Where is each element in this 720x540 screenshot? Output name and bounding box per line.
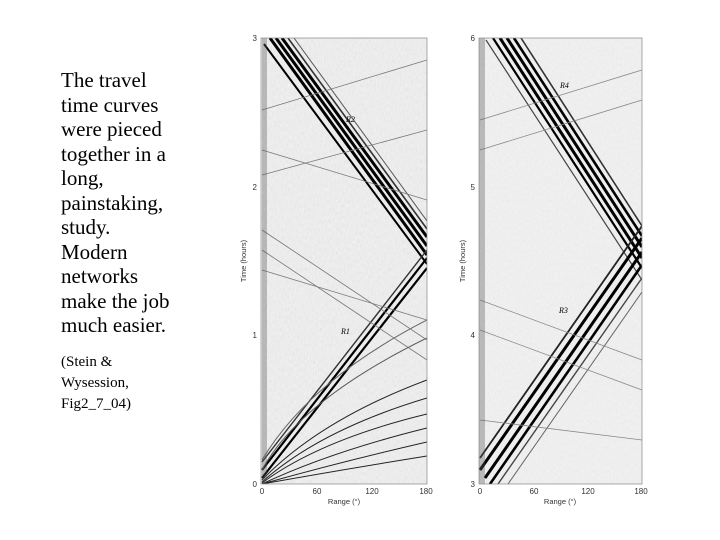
right-phase-label-r3: R3 xyxy=(559,306,568,315)
body-line: networks xyxy=(61,264,138,288)
right-x-axis xyxy=(478,487,648,506)
left-y-tick: 3 xyxy=(252,34,257,43)
right-y-tick: 3 xyxy=(470,480,475,489)
right-x-tick: 120 xyxy=(581,487,595,496)
body-line: Modern xyxy=(61,239,128,264)
left-y-axis xyxy=(239,34,258,489)
body-line: long, xyxy=(61,166,104,190)
left-y-axis-title: Time (hours) xyxy=(239,239,248,283)
right-y-tick: 6 xyxy=(470,34,475,43)
body-line: much easier. xyxy=(61,313,166,337)
left-phase-label-r2: R2 xyxy=(346,115,355,124)
right-y-axis xyxy=(458,34,476,489)
right-x-tick: 0 xyxy=(477,487,483,496)
left-x-tick: 0 xyxy=(259,487,265,496)
left-y-tick: 2 xyxy=(252,183,257,192)
body-line: study. xyxy=(61,215,111,239)
citation-line: Wysession, xyxy=(61,374,129,391)
left-phase-label-r1: R1 xyxy=(341,327,350,336)
citation-line: (Stein & xyxy=(61,353,113,370)
left-x-tick: 60 xyxy=(312,487,322,496)
left-y-tick: 1 xyxy=(252,331,257,340)
right-x-tick: 180 xyxy=(634,487,648,496)
right-y-tick: 5 xyxy=(470,183,475,192)
left-x-tick: 120 xyxy=(365,487,379,496)
body-line: make the job xyxy=(61,288,170,313)
left-noise-texture xyxy=(261,38,427,484)
citation-line: Fig2_7_04) xyxy=(61,395,132,412)
right-x-tick: 60 xyxy=(529,487,539,496)
right-seismogram-panel xyxy=(458,34,648,506)
right-y-tick: 4 xyxy=(470,331,475,340)
left-x-axis-title: Range (°) xyxy=(327,497,361,506)
body-line: together in a xyxy=(61,141,166,166)
body-line: The travel xyxy=(61,68,147,92)
left-y-tick: 0 xyxy=(252,480,257,489)
body-line: were pieced xyxy=(61,117,162,141)
body-line: time curves xyxy=(61,92,159,117)
left-x-tick: 180 xyxy=(419,487,433,496)
right-phase-label-r4: R4 xyxy=(560,81,569,90)
right-y-axis-title: Time (hours) xyxy=(458,239,467,283)
body-line: painstaking, xyxy=(61,190,164,215)
left-seismogram-panel xyxy=(239,34,433,506)
left-x-axis xyxy=(260,487,433,506)
right-x-axis-title: Range (°) xyxy=(543,497,577,506)
